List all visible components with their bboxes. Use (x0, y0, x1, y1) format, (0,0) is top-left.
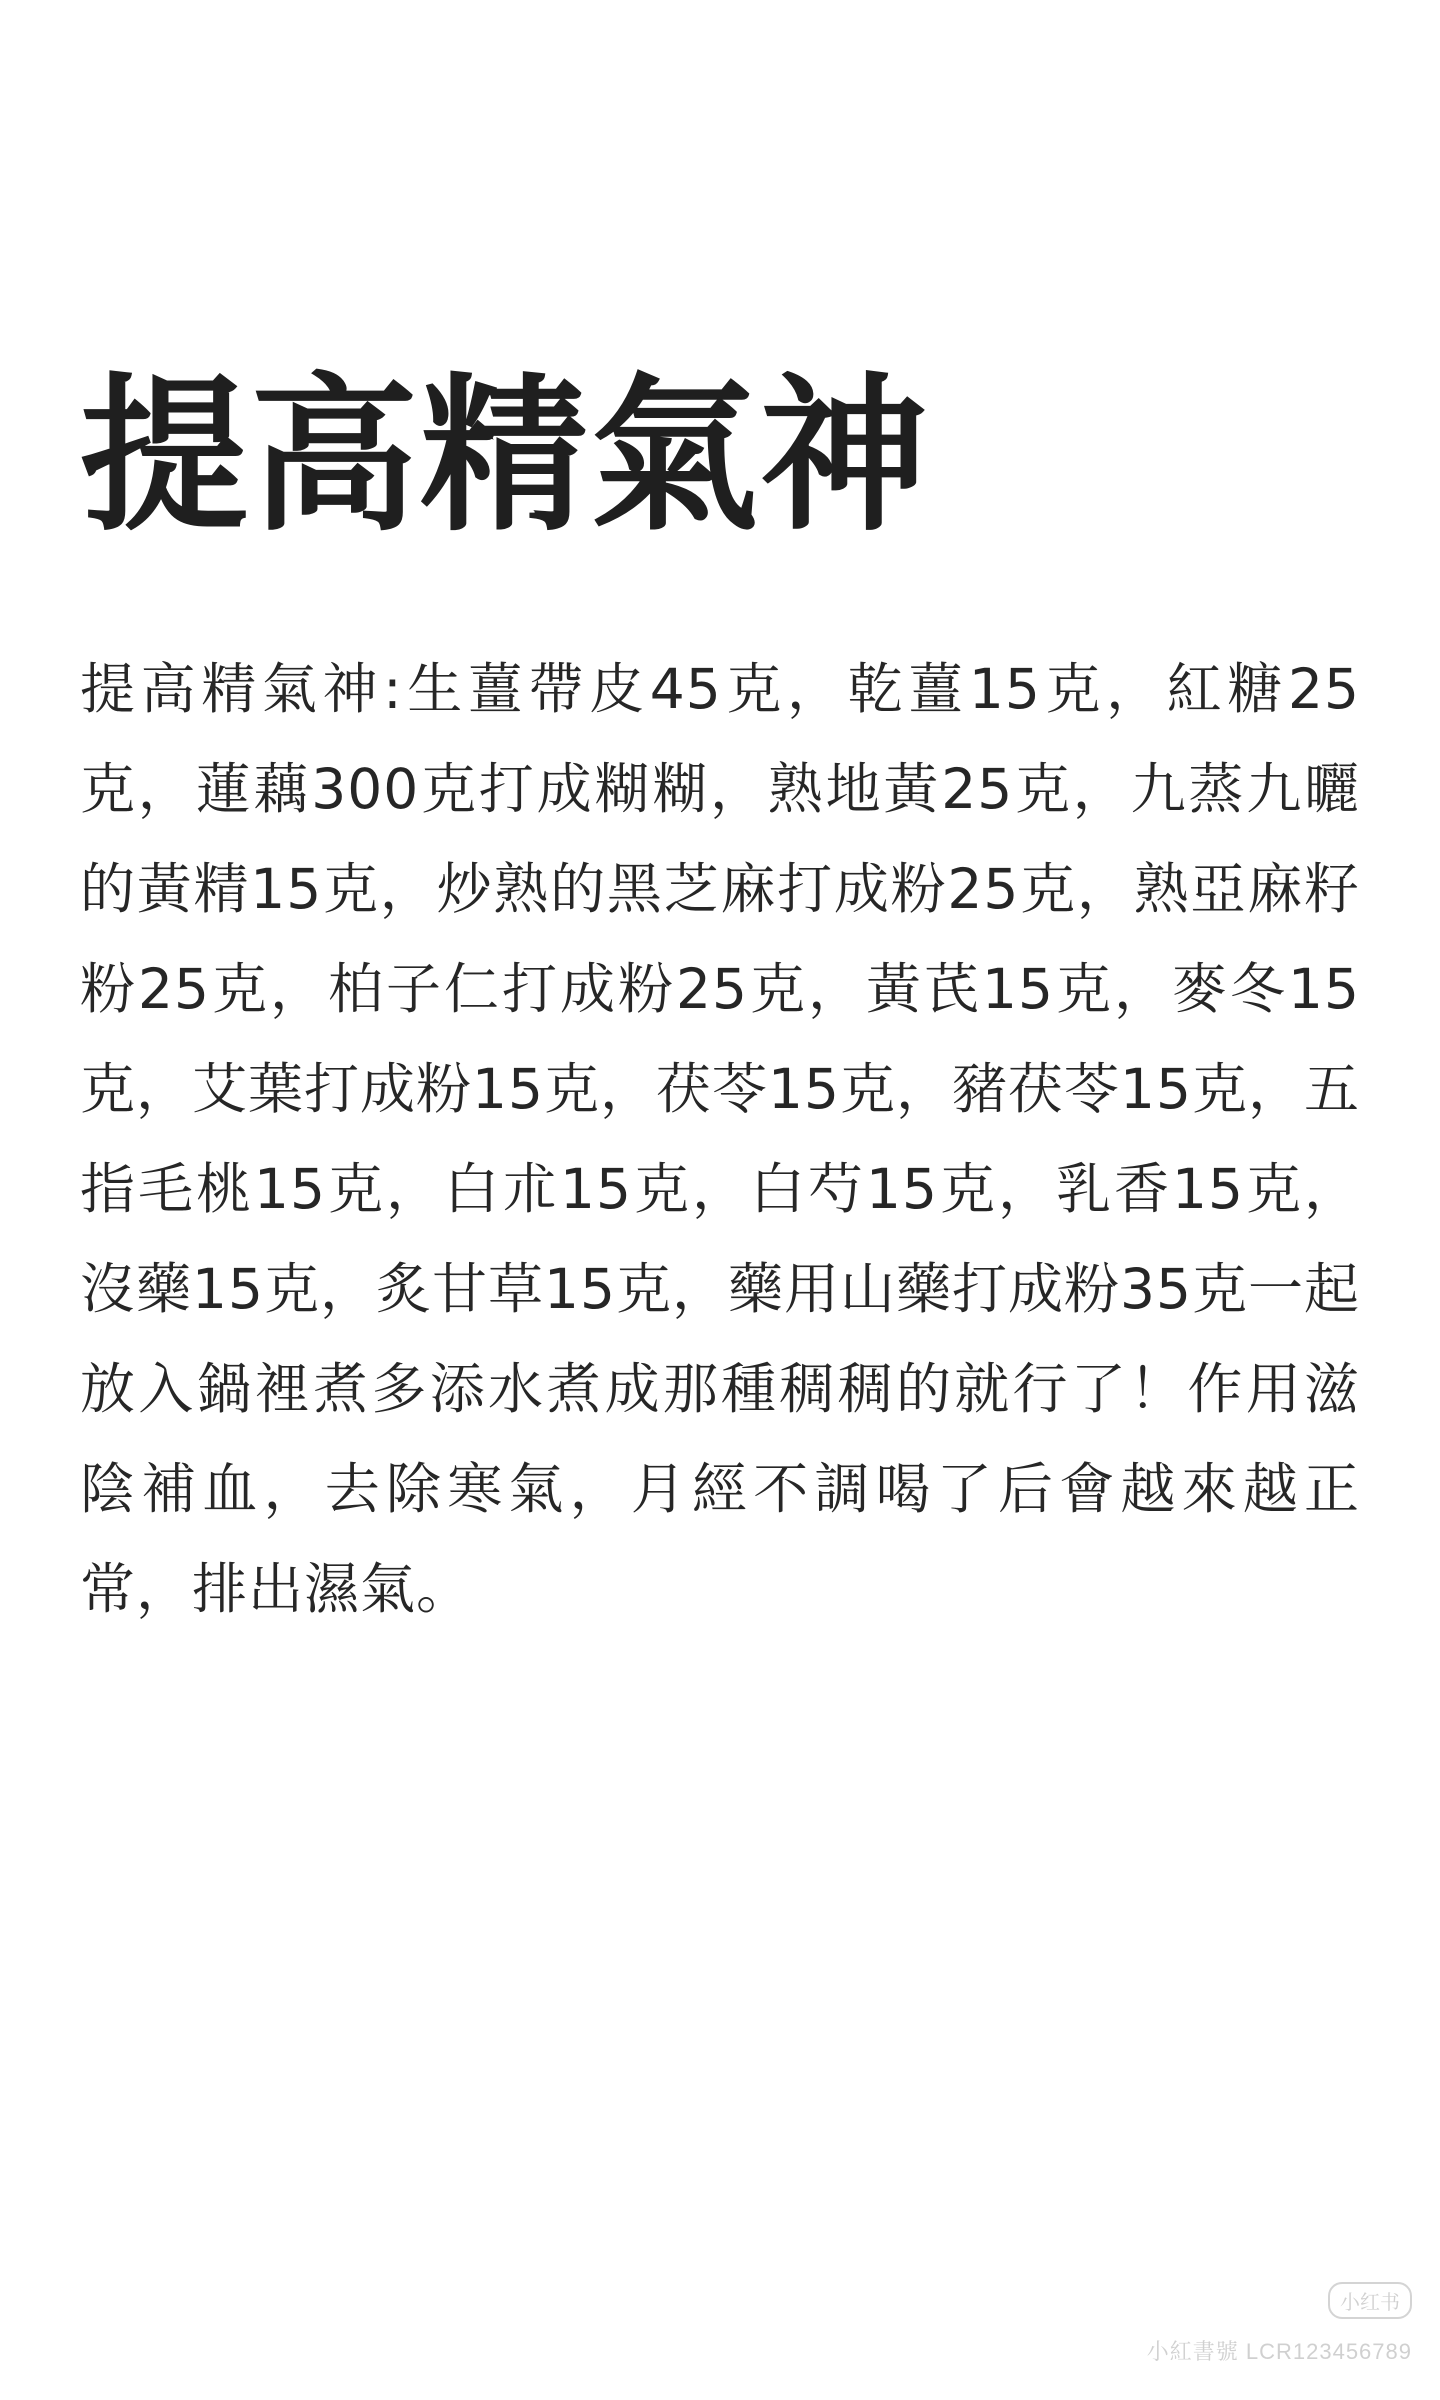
note-title: 提高精氣神 (80, 358, 930, 554)
watermark (1147, 2282, 1412, 2366)
note-content (80, 360, 1360, 1639)
watermark-logo: 小红书 (1328, 2282, 1412, 2319)
watermark-account: 小紅書號 LCR123456789 (1146, 2339, 1412, 2364)
note-body: 提高精氣神:生薑帶皮45克，乾薑15克，紅糖25克，蓮藕300克打成糊糊，熟地黃25克，九蒸九曬的黃精15克，炒熟的黑芝麻打成粉25克，熟亞麻籽粉25克，柏子仁打成粉25克，黃芪15克，麥冬15克，艾葉打成粉15克，茯苓15克，豬茯苓15克，五指毛桃15克，白朮15克，白芍15克，乳香15克，沒藥15克，炙甘草15克，藥用山藥打成粉35克一起放入鍋裡煮多添水煮成那種稠稠的就行了！作用滋陰補血，去除寒氣，月經不調喝了后會越來越正常，排出濕氣。 (80, 657, 1360, 1622)
